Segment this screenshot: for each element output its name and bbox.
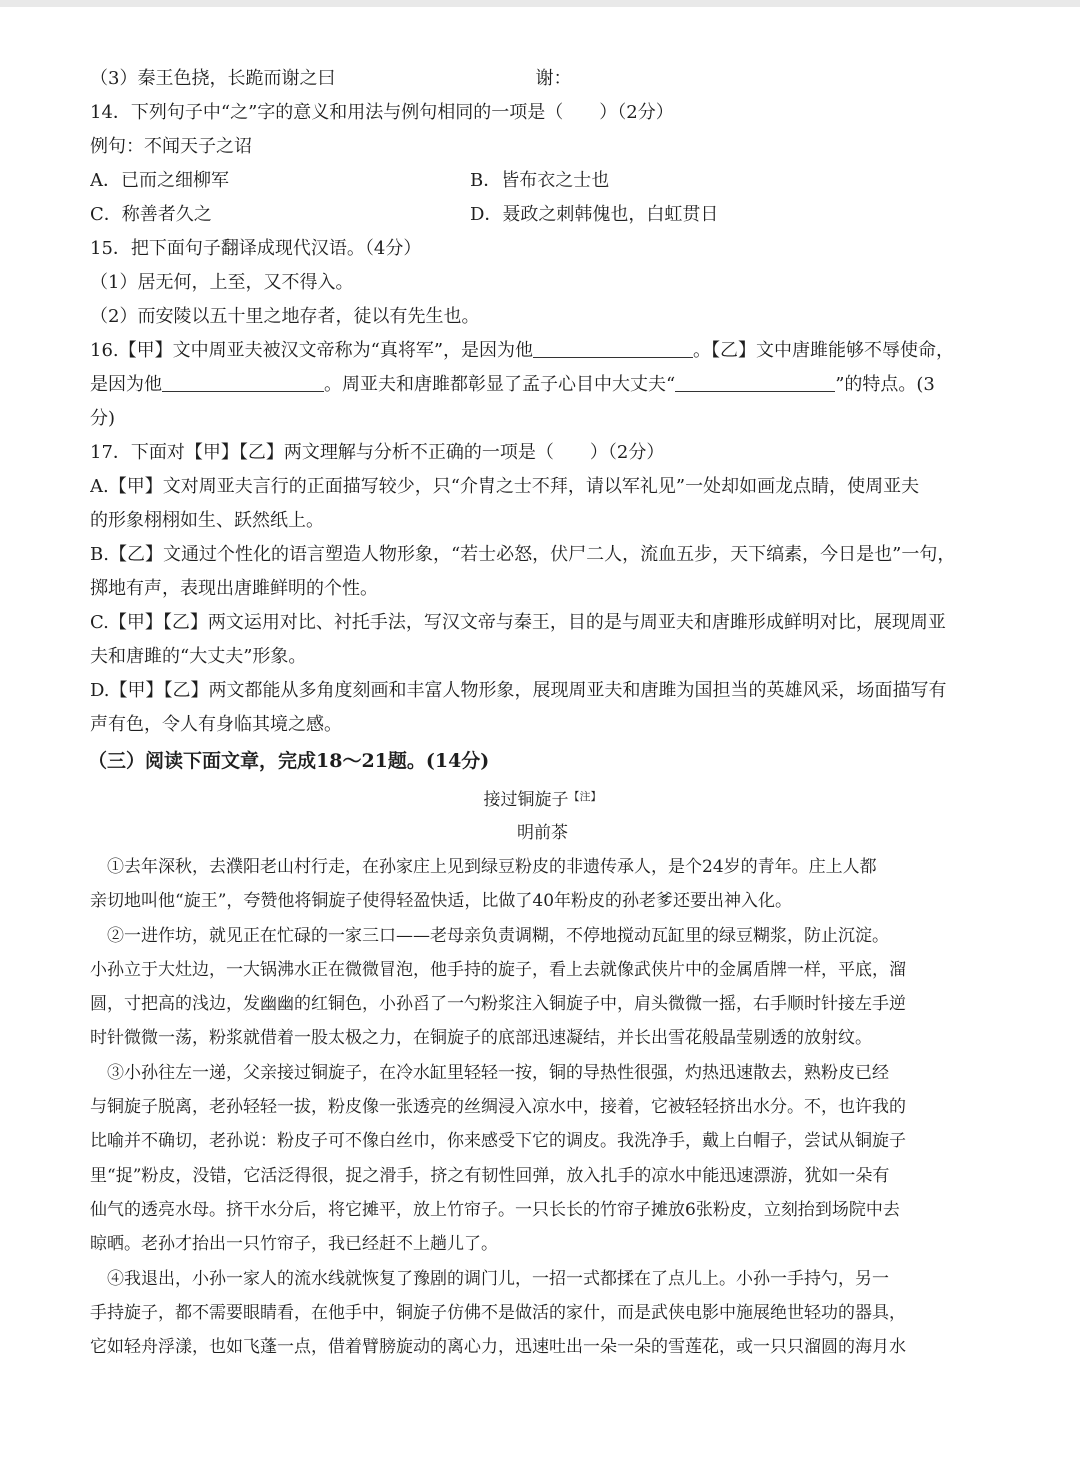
q16-text-4: 。周亚夫和唐雎都彰显了孟子心目中大丈夫“ <box>324 374 676 395</box>
q14-example: 例句：不闻天子之诏 <box>90 136 252 157</box>
q16-line-1 <box>90 334 995 368</box>
essay-line: 圆，寸把高的浅边，发幽幽的红铜色，小孙舀了一勺粉浆注入铜旋子中，肩头微微一摇，右手顺时针接左手逆 <box>90 994 906 1015</box>
q17-stem: 17．下面对【甲】【乙】两文理解与分析不正确的一项是（ ）（2分） <box>90 442 665 463</box>
q14-option-c: C．称善者久之 <box>90 204 212 225</box>
q17-option-d-line-2: 声有色，令人有身临其境之感。 <box>90 714 342 735</box>
q17-option-b-line-2: 掷地有声，表现出唐雎鲜明的个性。 <box>90 578 378 599</box>
q16-text-2: 。【乙】文中唐雎能够不辱使命， <box>693 340 955 361</box>
q16-line-3: 分) <box>90 408 116 429</box>
essay-line: ④我退出，小孙一家人的流水线就恢复了豫剧的调门儿，一招一式都揉在了点儿上。小孙一手持勺，另一 <box>107 1268 889 1289</box>
essay-line: 小孙立于大灶边，一大锅沸水正在微微冒泡，他手持的旋子，看上去就像武侠片中的金属盾牌一样，平底，溜 <box>90 959 906 980</box>
q13-item-3-text: （3）秦王色挠，长跪而谢之曰 <box>90 68 336 89</box>
essay-title <box>90 780 995 814</box>
essay-author: 明前茶 <box>517 823 568 843</box>
essay-line: 亲切地叫他“旋王”，夸赞他将铜旋子使得轻盈快适，比做了40年粉皮的孙老爹还要出神入化。 <box>90 891 793 912</box>
q14-option-b: B．皆布衣之士也 <box>470 170 610 191</box>
essay-line: 比喻并不确切，老孙说：粉皮子可不像白丝巾，你来感受下它的调皮。我洗净手，戴上白帽子，尝试从铜旋子 <box>90 1131 906 1152</box>
exam-page <box>90 62 995 1364</box>
q16-text-5: ”的特点。(3 <box>835 374 935 395</box>
q16-blank-2[interactable] <box>162 369 324 392</box>
q14-stem: 14．下列句子中“之”字的意义和用法与例句相同的一项是（ ）（2分） <box>90 102 674 123</box>
q14-options-row-2 <box>90 198 995 232</box>
q14-option-d: D．聂政之刺韩傀也，白虹贯日 <box>470 204 719 225</box>
essay-line: 里“捉”粉皮，没错，它活泛得很，捉之滑手，挤之有韧性回弹，放入扎手的凉水中能迅速漂游，犹如一朵有 <box>90 1165 890 1186</box>
top-bar <box>0 0 1080 7</box>
q16-text-3: 是因为他 <box>90 374 162 395</box>
essay-line: 仙气的透亮水母。挤干水分后，将它摊平，放上竹帘子。一只长长的竹帘子摊放6张粉皮，立刻抬到场院中去 <box>90 1199 900 1220</box>
q17-option-d-line-1: D.【甲】【乙】两文都能从多角度刻画和丰富人物形象，展现周亚夫和唐雎为国担当的英雄风采，场面描写有 <box>90 680 947 701</box>
q16-blank-1[interactable] <box>533 335 693 358</box>
q13-item-3-answer-label: 谢： <box>535 68 572 89</box>
q17-option-a-line-2: 的形象栩栩如生、跃然纸上。 <box>90 510 324 531</box>
essay-title-text: 接过铜旋子 <box>483 790 569 810</box>
essay-line: 时针微微一荡，粉浆就借着一股太极之力，在铜旋子的底部迅速凝结，并长出雪花般晶莹剔透的放射纹。 <box>90 1028 872 1049</box>
essay-line: ②一进作坊，就见正在忙碌的一家三口——老母亲负责调糊，不停地搅动瓦缸里的绿豆糊浆，防止沉淀。 <box>107 925 889 946</box>
essay-body <box>90 850 995 1364</box>
essay-line: 它如轻舟浮漾，也如飞蓬一点，借着臂膀旋动的离心力，迅速吐出一朵一朵的雪莲花，或一只只溜圆的海月水 <box>90 1337 906 1358</box>
essay-line: ①去年深秋，去濮阳老山村行走，在孙家庄上见到绿豆粉皮的非遗传承人，是个24岁的青年。庄上人都 <box>107 857 877 877</box>
essay-line: 晾晒。老孙才抬出一只竹帘子，我已经赶不上趟儿了。 <box>90 1234 498 1255</box>
q17-option-c-line-1: C.【甲】【乙】两文运用对比、衬托手法，写汉文帝与秦王，目的是与周亚夫和唐雎形成鲜明对比，展现周亚 <box>90 612 946 633</box>
essay-line: ③小孙往左一递，父亲接过铜旋子，在冷水缸里轻轻一按，铜的导热性很强，灼热迅速散去，熟粉皮已经 <box>107 1062 889 1083</box>
q15-stem: 15．把下面句子翻译成现代汉语。（4分） <box>90 238 422 259</box>
essay-line: 手持旋子，都不需要眼睛看，在他手中，铜旋子仿佛不是做活的家什，而是武侠电影中施展绝世轻功的器具， <box>90 1302 906 1323</box>
q14-option-a: A．已而之细柳军 <box>90 170 229 191</box>
essay-note-mark: 【注】 <box>568 790 602 803</box>
q16-line-2 <box>90 368 995 402</box>
q17-option-c-line-2: 夫和唐雎的“大丈夫”形象。 <box>90 646 307 667</box>
q16-blank-3[interactable] <box>675 369 835 392</box>
q14-options-row-1 <box>90 164 995 198</box>
q13-item-3 <box>90 62 995 96</box>
q17-option-a-line-1: A.【甲】文对周亚夫言行的正面描写较少，只“介胄之士不拜，请以军礼见”一处却如画龙点睛，使周亚夫 <box>90 476 920 497</box>
q17-option-b-line-1: B.【乙】文通过个性化的语言塑造人物形象，“若士必怒，伏尸二人，流血五步，天下缟素，今日是也”一句， <box>90 544 956 565</box>
q15-sentence-1: （1）居无何，上至，又不得入。 <box>90 272 354 293</box>
q15-sentence-2: （2）而安陵以五十里之地存者，徒以有先生也。 <box>90 306 480 327</box>
essay-line: 与铜旋子脱离，老孙轻轻一拔，粉皮像一张透亮的丝绸浸入凉水中，接着，它被轻轻挤出水分。不，也许我的 <box>90 1097 906 1118</box>
q16-text-1: 16.【甲】文中周亚夫被汉文帝称为“真将军”，是因为他 <box>90 340 534 361</box>
section-3-heading: （三）阅读下面文章，完成18～21题。(14分) <box>88 750 490 772</box>
